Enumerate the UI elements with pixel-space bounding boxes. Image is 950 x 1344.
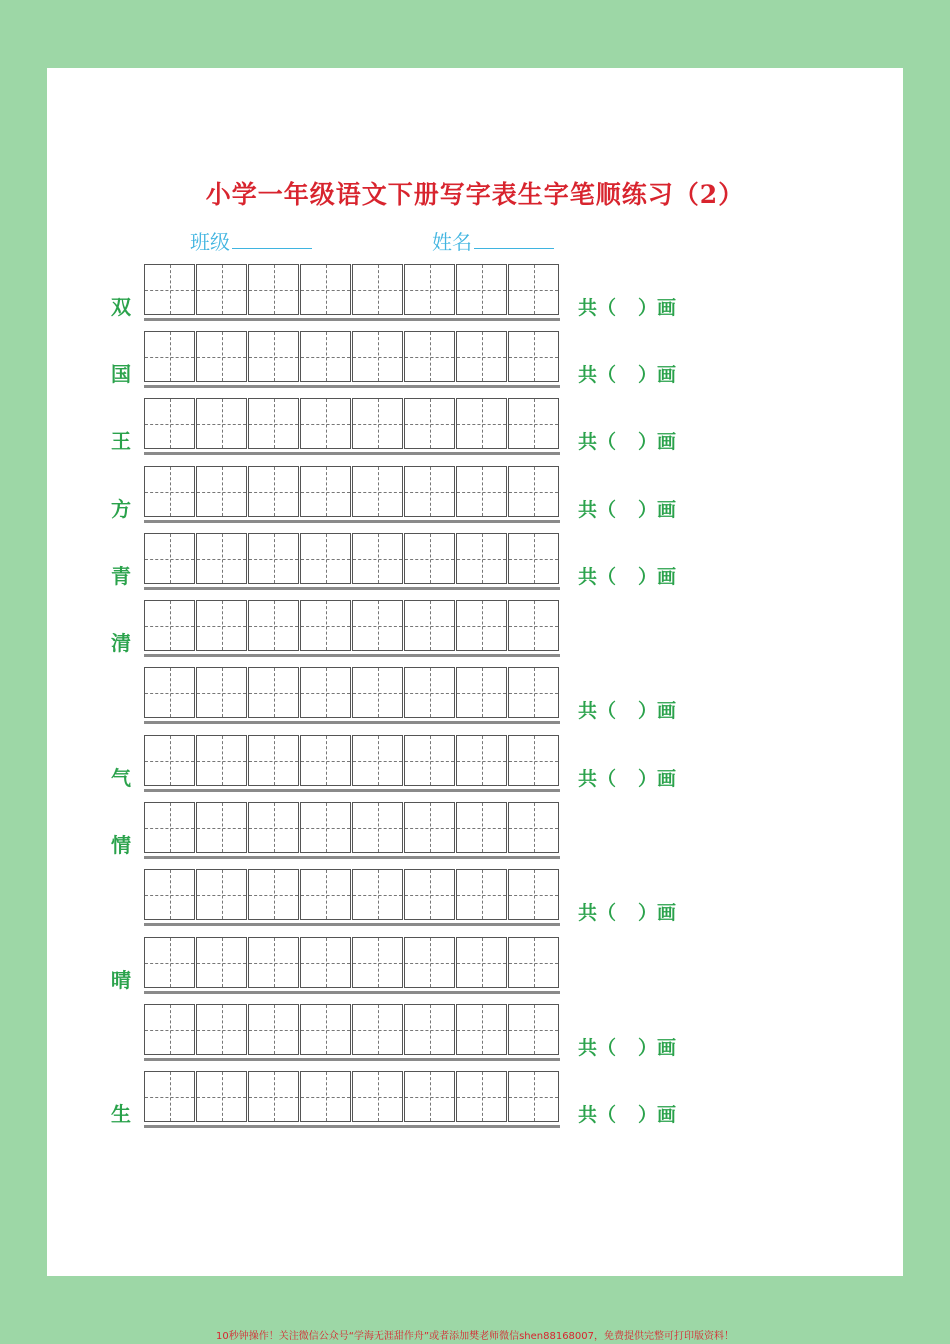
writing-cell[interactable] [144, 600, 195, 651]
stroke-count-prefix: 共（ [578, 1104, 617, 1126]
writing-cell[interactable] [300, 1071, 351, 1122]
writing-cell[interactable] [144, 1071, 195, 1122]
page-title: 小学一年级语文下册写字表生字笔顺练习（2） [205, 180, 745, 209]
stroke-count [578, 696, 676, 723]
class-field[interactable] [190, 226, 312, 255]
writing-cell[interactable] [248, 331, 299, 382]
writing-cell[interactable] [456, 869, 507, 920]
writing-cell[interactable] [508, 533, 559, 584]
writing-cell[interactable] [300, 735, 351, 786]
stroke-count [578, 360, 676, 387]
stroke-count-suffix: ）画 [638, 431, 677, 453]
writing-cell[interactable] [196, 466, 247, 517]
writing-cell[interactable] [352, 466, 403, 517]
writing-cell[interactable] [352, 735, 403, 786]
writing-cell[interactable] [404, 600, 455, 651]
writing-cell[interactable] [300, 869, 351, 920]
writing-cell[interactable] [300, 331, 351, 382]
stroke-count-suffix: ）画 [638, 700, 677, 722]
writing-cell[interactable] [196, 398, 247, 449]
writing-cell[interactable] [404, 869, 455, 920]
stroke-count-prefix: 共（ [578, 1037, 617, 1059]
writing-cell[interactable] [352, 869, 403, 920]
practice-row [0, 600, 950, 654]
writing-cell[interactable] [456, 264, 507, 315]
writing-cell[interactable] [456, 937, 507, 988]
writing-cell[interactable] [404, 802, 455, 853]
stroke-count-prefix: 共（ [578, 431, 617, 453]
stroke-count-prefix: 共（ [578, 499, 617, 521]
stroke-count-suffix: ）画 [638, 1037, 677, 1059]
tianzige-grid [144, 466, 560, 523]
writing-cell[interactable] [248, 600, 299, 651]
writing-cell[interactable] [352, 331, 403, 382]
writing-cell[interactable] [300, 600, 351, 651]
writing-cell[interactable] [352, 533, 403, 584]
stroke-count-suffix: ）画 [638, 364, 677, 386]
writing-cell[interactable] [144, 398, 195, 449]
writing-cell[interactable] [456, 331, 507, 382]
writing-cell[interactable] [352, 802, 403, 853]
writing-cell[interactable] [404, 264, 455, 315]
writing-cell[interactable] [508, 466, 559, 517]
writing-cell[interactable] [404, 533, 455, 584]
writing-cell[interactable] [456, 466, 507, 517]
practice-row [0, 398, 950, 452]
writing-cell[interactable] [404, 735, 455, 786]
writing-cell[interactable] [248, 264, 299, 315]
writing-cell[interactable] [404, 1071, 455, 1122]
practice-character: 国 [111, 362, 131, 386]
stroke-count-prefix: 共（ [578, 768, 617, 790]
writing-cell[interactable] [248, 667, 299, 718]
writing-cell[interactable] [508, 264, 559, 315]
tianzige-grid [144, 1071, 560, 1128]
practice-row [0, 667, 950, 721]
writing-cell[interactable] [248, 398, 299, 449]
practice-character: 双 [111, 295, 131, 319]
writing-cell[interactable] [508, 667, 559, 718]
writing-cell[interactable] [456, 398, 507, 449]
writing-cell[interactable] [352, 264, 403, 315]
stroke-count [578, 898, 676, 925]
writing-cell[interactable] [196, 667, 247, 718]
writing-cell[interactable] [456, 735, 507, 786]
stroke-count-suffix: ）画 [638, 902, 677, 924]
writing-cell[interactable] [508, 802, 559, 853]
tianzige-grid [144, 533, 560, 590]
writing-cell[interactable] [456, 1004, 507, 1055]
writing-cell[interactable] [196, 735, 247, 786]
writing-cell[interactable] [352, 1071, 403, 1122]
name-blank[interactable] [474, 230, 554, 249]
writing-cell[interactable] [508, 869, 559, 920]
writing-cell[interactable] [196, 869, 247, 920]
tianzige-grid [144, 667, 560, 724]
practice-row [0, 533, 950, 587]
tianzige-grid [144, 937, 560, 994]
name-field[interactable] [432, 226, 554, 255]
writing-cell[interactable] [300, 264, 351, 315]
writing-cell[interactable] [300, 667, 351, 718]
writing-cell[interactable] [196, 1004, 247, 1055]
class-label: 班级 [190, 230, 230, 254]
writing-cell[interactable] [352, 398, 403, 449]
writing-cell[interactable] [352, 1004, 403, 1055]
writing-cell[interactable] [300, 802, 351, 853]
writing-cell[interactable] [196, 802, 247, 853]
writing-cell[interactable] [508, 1071, 559, 1122]
stroke-count [578, 495, 676, 522]
writing-cell[interactable] [248, 802, 299, 853]
practice-row [0, 466, 950, 520]
writing-cell[interactable] [404, 937, 455, 988]
writing-cell[interactable] [248, 869, 299, 920]
writing-cell[interactable] [300, 937, 351, 988]
stroke-count [578, 293, 676, 320]
writing-cell[interactable] [144, 1004, 195, 1055]
writing-cell[interactable] [508, 600, 559, 651]
writing-cell[interactable] [248, 533, 299, 584]
writing-cell[interactable] [144, 735, 195, 786]
practice-row [0, 937, 950, 991]
writing-cell[interactable] [196, 600, 247, 651]
writing-cell[interactable] [196, 331, 247, 382]
practice-row [0, 1071, 950, 1125]
stroke-count [578, 562, 676, 589]
writing-cell[interactable] [144, 331, 195, 382]
practice-row [0, 1004, 950, 1058]
tianzige-grid [144, 1004, 560, 1061]
writing-cell[interactable] [196, 1071, 247, 1122]
writing-cell[interactable] [508, 937, 559, 988]
writing-cell[interactable] [248, 1004, 299, 1055]
writing-cell[interactable] [144, 466, 195, 517]
writing-cell[interactable] [352, 937, 403, 988]
writing-cell[interactable] [456, 1071, 507, 1122]
writing-cell[interactable] [144, 802, 195, 853]
writing-cell[interactable] [196, 937, 247, 988]
stroke-count-suffix: ）画 [638, 1104, 677, 1126]
practice-character: 情 [111, 833, 131, 857]
writing-cell[interactable] [404, 398, 455, 449]
practice-row [0, 264, 950, 318]
tianzige-grid [144, 735, 560, 792]
tianzige-grid [144, 398, 560, 455]
stroke-count-prefix: 共（ [578, 566, 617, 588]
writing-cell[interactable] [456, 533, 507, 584]
practice-character: 青 [111, 564, 131, 588]
stroke-count [578, 764, 676, 791]
tianzige-grid [144, 802, 560, 859]
tianzige-grid [144, 869, 560, 926]
writing-cell[interactable] [508, 735, 559, 786]
stroke-count [578, 1033, 676, 1060]
writing-cell[interactable] [144, 264, 195, 315]
writing-cell[interactable] [456, 802, 507, 853]
writing-cell[interactable] [508, 1004, 559, 1055]
stroke-count-suffix: ）画 [638, 768, 677, 790]
writing-cell[interactable] [300, 466, 351, 517]
writing-cell[interactable] [144, 533, 195, 584]
tianzige-grid [144, 264, 560, 321]
writing-cell[interactable] [196, 264, 247, 315]
stroke-count-prefix: 共（ [578, 364, 617, 386]
class-blank[interactable] [232, 230, 312, 249]
practice-character: 晴 [111, 968, 131, 992]
writing-cell[interactable] [248, 735, 299, 786]
stroke-count-prefix: 共（ [578, 297, 617, 319]
writing-cell[interactable] [508, 331, 559, 382]
writing-cell[interactable] [508, 398, 559, 449]
stroke-count-suffix: ）画 [638, 297, 677, 319]
stroke-count-suffix: ）画 [638, 499, 677, 521]
writing-cell[interactable] [352, 667, 403, 718]
tianzige-grid [144, 331, 560, 388]
writing-cell[interactable] [404, 1004, 455, 1055]
stroke-count-prefix: 共（ [578, 902, 617, 924]
writing-cell[interactable] [456, 600, 507, 651]
writing-cell[interactable] [248, 937, 299, 988]
stroke-count-suffix: ）画 [638, 566, 677, 588]
stroke-count [578, 427, 676, 454]
writing-cell[interactable] [404, 466, 455, 517]
practice-character: 方 [111, 497, 131, 521]
tianzige-grid [144, 600, 560, 657]
practice-row [0, 869, 950, 923]
writing-cell[interactable] [300, 533, 351, 584]
writing-cell[interactable] [352, 600, 403, 651]
writing-cell[interactable] [248, 1071, 299, 1122]
writing-cell[interactable] [144, 667, 195, 718]
name-label: 姓名 [432, 230, 472, 254]
writing-cell[interactable] [456, 667, 507, 718]
writing-cell[interactable] [300, 398, 351, 449]
practice-character: 生 [111, 1102, 131, 1126]
practice-character: 清 [111, 631, 131, 655]
footer-note: 10秒钟操作！关注微信公众号“学海无涯甜作舟”或者添加樊老师微信shen88168007，免费提供完整可打印版资料！ [215, 1331, 735, 1342]
practice-character: 王 [111, 429, 131, 453]
writing-cell[interactable] [404, 331, 455, 382]
stroke-count-prefix: 共（ [578, 700, 617, 722]
practice-row [0, 735, 950, 789]
writing-cell[interactable] [248, 466, 299, 517]
writing-cell[interactable] [404, 667, 455, 718]
writing-cell[interactable] [144, 937, 195, 988]
stroke-count [578, 1100, 676, 1127]
practice-character: 气 [111, 766, 131, 790]
practice-row [0, 802, 950, 856]
practice-row [0, 331, 950, 385]
writing-cell[interactable] [144, 869, 195, 920]
writing-cell[interactable] [300, 1004, 351, 1055]
writing-cell[interactable] [196, 533, 247, 584]
